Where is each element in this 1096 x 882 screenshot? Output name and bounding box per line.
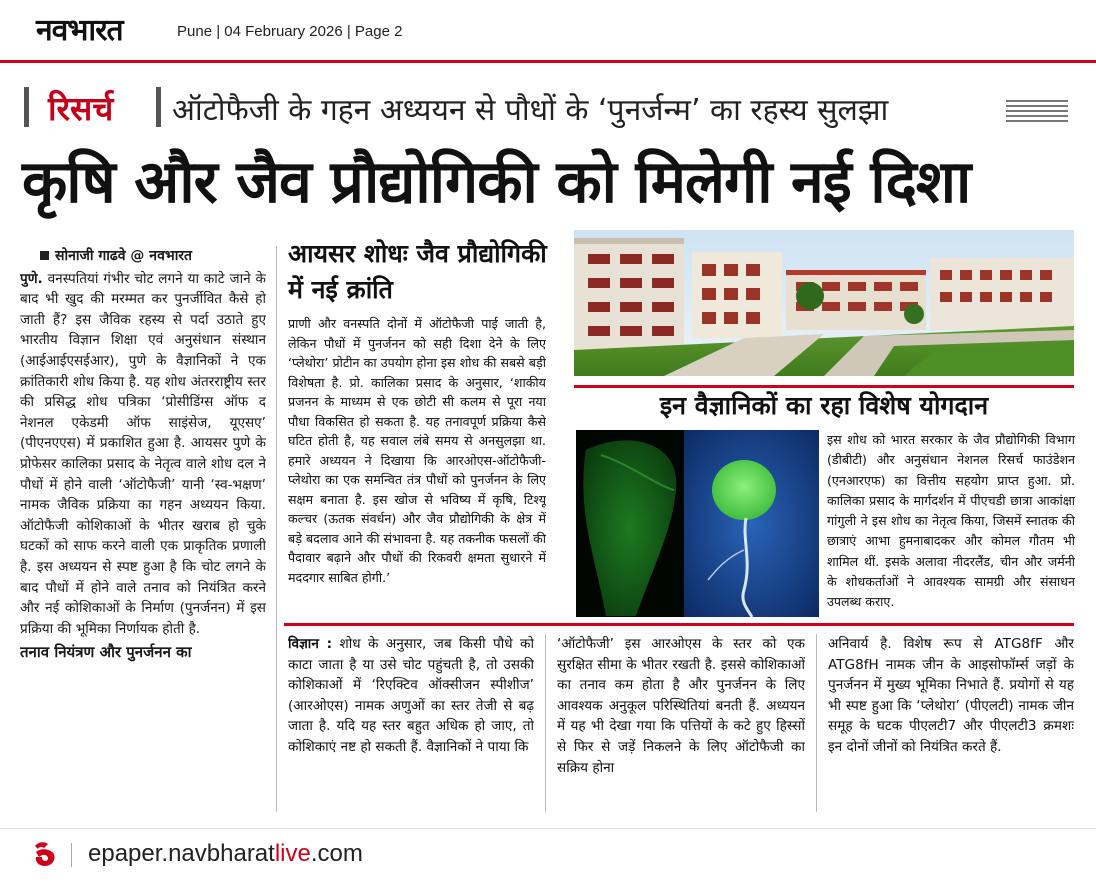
epaper-url-link[interactable]: [88, 840, 363, 868]
kicker-bar-right: [156, 87, 161, 127]
campus-photo: [574, 230, 1074, 376]
masthead-rule: [0, 60, 1096, 63]
footer-separator: [71, 843, 72, 867]
article-column-1: [20, 246, 266, 812]
column-divider: [276, 246, 277, 812]
square-bullet-icon: [40, 251, 49, 260]
plant-microscopy-image: [576, 430, 819, 617]
edition-info: Pune | 04 February 2026 | Page 2: [177, 23, 403, 40]
scientists-body: इस शोध को भारत सरकार के जैव प्रौद्योगिकी विभाग (डीबीटी) और अनुसंधान नेशनल रिसर्च फाउंडेशन (एनआरएफ) का वित्तीय सहयोग प्राप्त हुआ. प्रो. कालिका प्रसाद के मार्गदर्शन में पीएचडी छात्रा आकांक्षा गांगुली ने इस शोध का नेतृत्व किया, जिसमें स्नातक की छात्राएं आभा हुमनाबादकर और कोमल गौतम भी शामिल थीं. इसके अलावा नीदरलैंड, चीन और जर्मनी के शोधकर्ताओं ने आवश्यक सामग्री और संसाधन उपलब्ध कराए.: [827, 432, 1075, 610]
lower-column-2: ‘ऑटोफैजी’ इस आरओएस के स्तर को एक सुरक्षित सीमा के भीतर रखती है. इससे कोशिकाओं का तनाव कम होता है और पुनर्जनन के लिए आवश्यक अनुकूल परिस्थितियां बनती हैं. अध्ययन में यह भी देखा गया कि पत्तियों के कटे हुए हिस्सों से फिर से जड़ें निकलने के लिए ऑटोफैजी का सक्रिय होना: [557, 636, 805, 776]
masthead: [0, 0, 1096, 62]
url-live: live: [274, 840, 311, 867]
newspaper-logo: नवभारत: [36, 13, 123, 48]
navbharat-logo-icon: [32, 840, 58, 868]
section-label: विज्ञान :: [288, 636, 333, 652]
lower-column-3: अनिवार्य है. विशेष रूप से ATG8fF और ATG8fH नामक जीन के आइसोफॉर्म्स जड़ों के पुनर्जनन में मुख्य भूमिका निभाते हैं. प्रयोगों से यह भी स्पष्ट हुआ कि ‘प्लेथोरा’ (पीएलटी) नामक जीन समूह के घटक पीएलटी7 और पीएलटी3 क्रमशः इन दोनों जीनों को नियंत्रित करते हैं.: [828, 636, 1074, 755]
column-1-body: वनस्पतियां गंभीर चोट लगने या काटे जाने के बाद भी खुद की मरम्मत कर पुनर्जीवित कैसे हो जाती हैं? इस जैविक रहस्य से पर्दा उठाते हुए भारतीय विज्ञान शिक्षा एवं अनुसंधान संस्थान (आईआईएसईआर), पुणे के वैज्ञानिकों ने एक क्रांतिकारी शोध किया है. यह शोध अंतरराष्ट्रीय स्तर की प्रसिद्ध शोध पत्रिका ‘प्रोसीडिंग्स ऑफ द नेशनल एकेडमी ऑफ साइंसेज, यूएसए’ (पीएनएएस) में प्रकाशित हुआ है. आयसर पुणे के प्रोफेसर कालिका प्रसाद के नेतृत्व वाले शोध दल ने पौधों में होने वाली ‘ऑटोफैजी’ यानी ‘स्व-भक्षण’ नामक जैविक प्रक्रिया का गहन अध्ययन किया. ऑटोफैजी कोशिकाओं के भीतर खराब हो चुके घटकों को साफ करने वाली एक प्राकृतिक प्रणाली है. इस अध्ययन से स्पष्ट हुआ है कि चोट लगने के बाद पौधों में होने वाले तनाव को नियंत्रित करने और नई कोशिकाओं के निर्माण (पुनर्जनन) में इस प्रक्रिया की भूमिका निर्णायक होती है.: [20, 270, 266, 637]
url-prefix: epaper.navbharat: [88, 840, 275, 867]
kicker-bar-left: [24, 87, 29, 127]
column-divider: [816, 634, 817, 812]
section-rule: [284, 623, 1074, 626]
byline: [40, 246, 266, 267]
main-headline: कृषि और जैव प्रौद्योगिकी को मिलेगी नई दिशा: [22, 147, 971, 216]
column-divider: [545, 634, 546, 812]
column-1-subhead: तनाव नियंत्रण और पुनर्जनन का: [20, 643, 192, 662]
column-2-heading: आयसर शोधः जैव प्रौद्योगिकी में नई क्रांति: [288, 239, 547, 304]
url-suffix: .com: [310, 840, 363, 867]
column-2-body: प्राणी और वनस्पति दोनों में ऑटोफैजी पाई जाती है, लेकिन पौधों में पुनर्जनन को सही दिशा देने के लिए ‘प्लेथोरा’ प्रोटीन का उपयोग होना इस शोध की सबसे बड़ी विशेषता है. प्रो. कालिका प्रसाद के अनुसार, ‘शाकीय प्रजनन के माध्यम से एक छोटी सी कलम से पूरा नया पौधा विकसित हो सकता है. यह तनावपूर्ण प्रक्रिया कैसे घटित होती है, यह सवाल लंबे समय से अनसुलझा था. हमारे अध्ययन ने दिखाया कि आरओएस-ऑटोफैजी-प्लेथोरा का एक समन्वित तंत्र पौधों को पुनर्जनन के लिए सक्षम बनाता है. इस खोज से भविष्य में कृषि, टिश्यू कल्चर (ऊतक संवर्धन) और जैव प्रौद्योगिकी के क्षेत्र में बड़े बदलाव आने की संभावना है. यह तकनीक फसलों की पैदावार बढ़ाने और पौधों की रिकवरी क्षमता सुधारने में मददगार साबित होगी.’: [288, 316, 546, 585]
dateline: पुणे.: [20, 270, 43, 287]
kicker-subhead: ऑटोफैजी के गहन अध्ययन से पौधों के ‘पुनर्जन्म’ का रहस्य सुलझा: [172, 93, 889, 128]
decorative-lines: [1006, 100, 1068, 122]
scientists-heading: इन वैज्ञानिकों का रहा विशेष योगदान: [659, 391, 989, 420]
kicker-label: रिसर्च: [48, 89, 114, 128]
byline-text: सोनाजी गाढवे @ नवभारत: [55, 248, 193, 264]
lower-column-1: [288, 634, 534, 812]
lower-column-1-text: शोध के अनुसार, जब किसी पौधे को काटा जाता है या उसे चोट पहुंचती है, तो उसकी कोशिकाओं में ‘रिएक्टिव ऑक्सीजन स्पीशीज’ (आरओएस) नामक अणुओं का स्तर तेजी से बढ़ जाता है. यदि यह स्तर बहुत अधिक हो जाए, तो कोशिकाएं नष्ट हो सकती हैं. वैज्ञानिकों ने पाया कि: [288, 636, 534, 755]
